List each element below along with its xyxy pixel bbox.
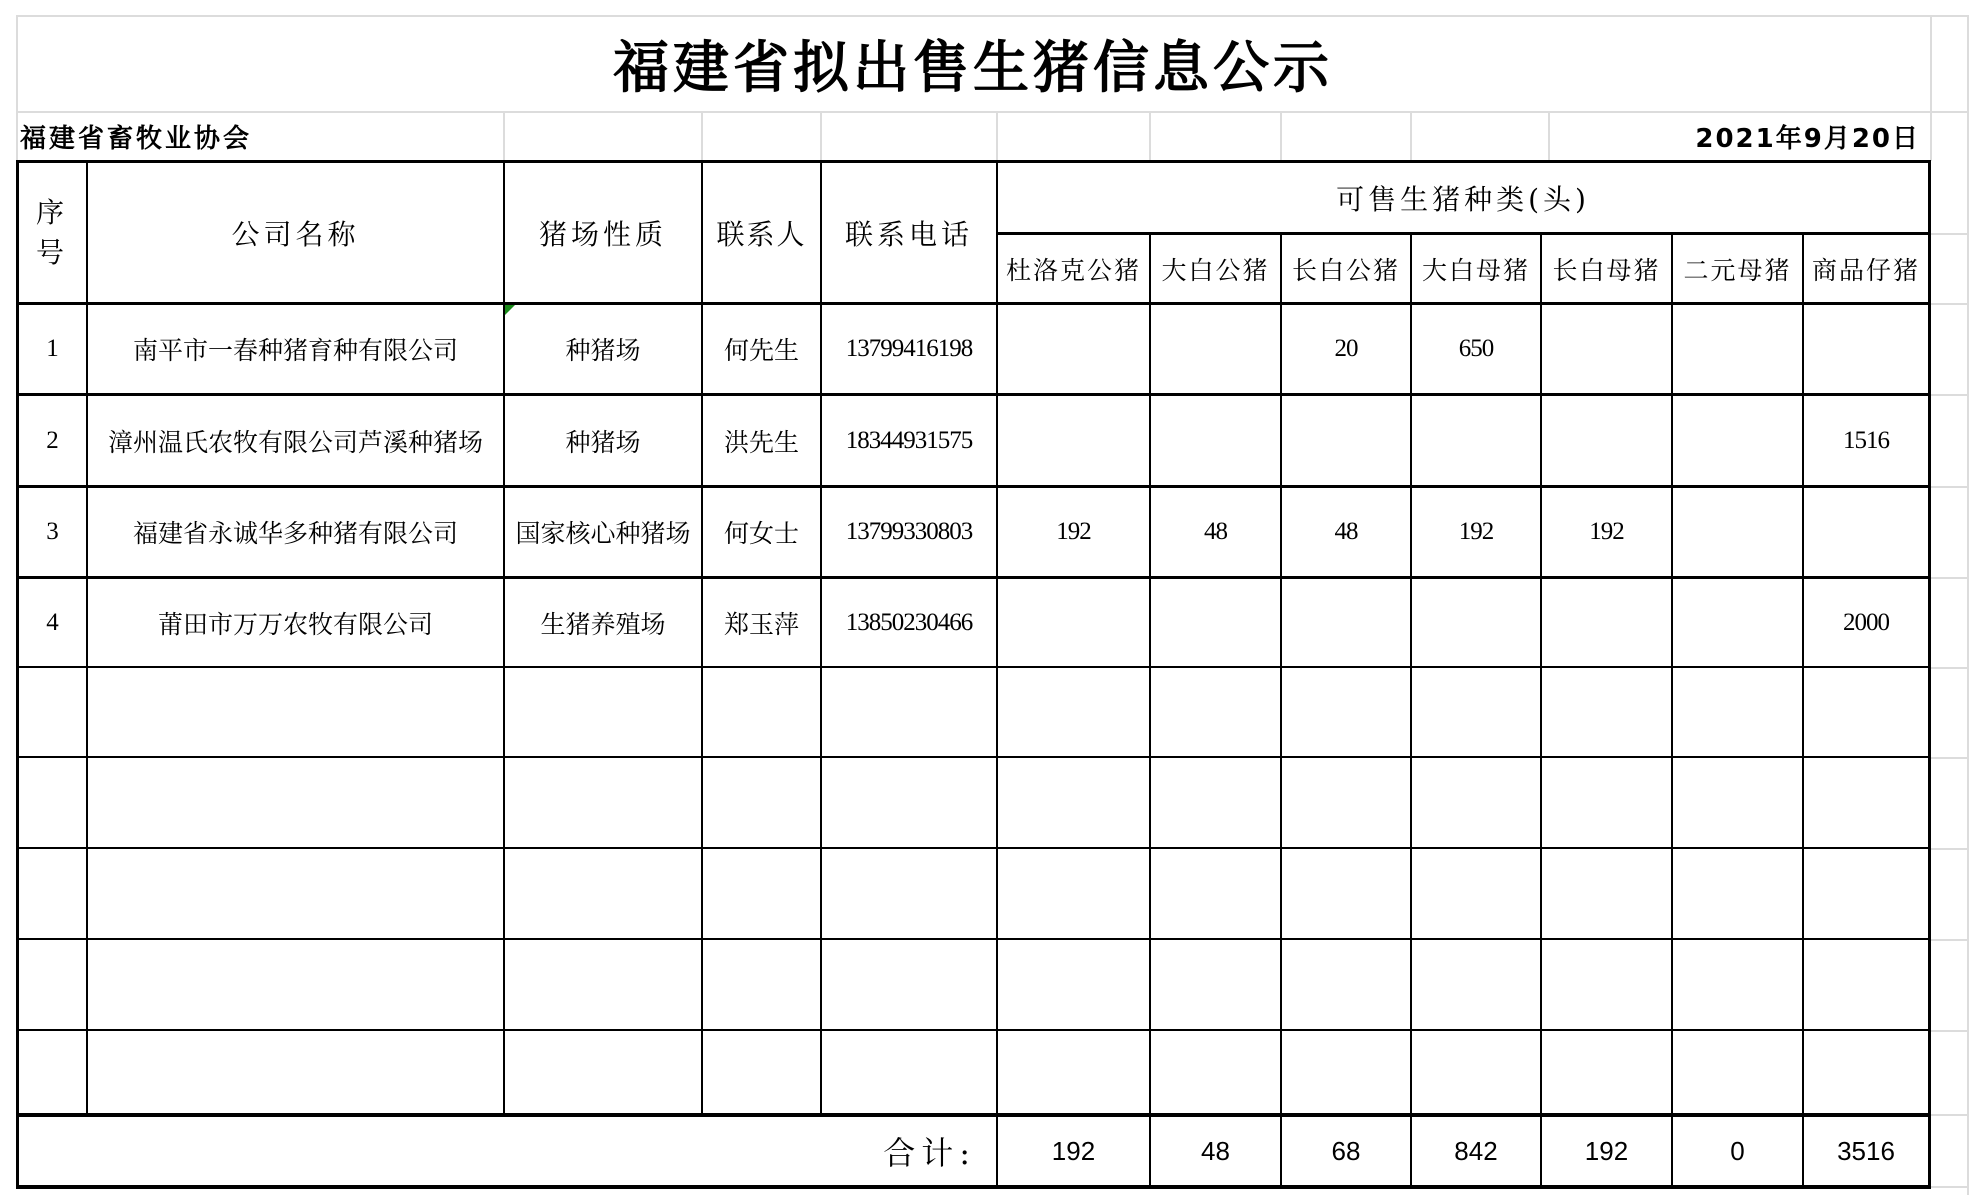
date-label: 2021年9月20日: [1695, 124, 1920, 154]
row-3-value-3[interactable]: 192: [1458, 518, 1494, 545]
total-value-4[interactable]: 192: [1584, 1135, 1629, 1166]
header-seq-label: 序号: [35, 195, 68, 269]
row-2-value-0[interactable]: [998, 396, 1149, 485]
row-1-seq[interactable]: 1: [46, 335, 58, 362]
row-3-seq[interactable]: 3: [46, 518, 58, 545]
row-3-contact[interactable]: 何女士: [723, 519, 799, 548]
table-border: [16, 756, 1931, 758]
table-border: [16, 1185, 1931, 1189]
row-3-value-1[interactable]: 48: [1204, 518, 1227, 545]
header-contact: 联系人: [716, 217, 807, 251]
row-2-phone[interactable]: 18344931575: [845, 426, 973, 454]
row-4-value-4[interactable]: [1542, 579, 1671, 666]
sheet-gridline: [503, 112, 505, 160]
organization-label: 福建省畜牧业协会: [20, 124, 253, 154]
row-1-contact[interactable]: 何先生: [723, 336, 799, 365]
header-category-commercial-piglet: 商品仔猪: [1811, 256, 1920, 285]
totals-label: 合计:: [883, 1134, 976, 1172]
sheet-gridline: [1930, 486, 1969, 488]
header-phone: 联系电话: [844, 217, 973, 251]
sheet-gridline: [1930, 757, 1969, 759]
row-2-value-5[interactable]: [1673, 396, 1802, 485]
row-2-value-6[interactable]: 1516: [1843, 426, 1889, 454]
table-border: [16, 666, 1931, 668]
row-3-value-5[interactable]: [1673, 488, 1802, 576]
row-4-value-6[interactable]: 2000: [1843, 608, 1889, 636]
header-category-large-white-sow: 大白母猪: [1421, 256, 1530, 285]
sheet-gridline: [1930, 1186, 1969, 1188]
row-4-value-1[interactable]: [1151, 579, 1280, 666]
row-2-value-2[interactable]: [1282, 396, 1410, 485]
header-seq: [18, 162, 86, 303]
sheet-gridline: [1930, 303, 1969, 305]
row-2-value-4[interactable]: [1542, 396, 1671, 485]
row-2-company[interactable]: 漳州温氏农牧有限公司芦溪种猪场: [107, 427, 483, 457]
table-border: [16, 1029, 1931, 1031]
row-4-phone[interactable]: 13850230466: [845, 608, 973, 636]
row-1-value-6[interactable]: [1804, 305, 1928, 393]
total-value-1[interactable]: 48: [1201, 1135, 1230, 1166]
row-1-value-2[interactable]: 20: [1334, 335, 1358, 362]
sheet-gridline: [1930, 233, 1969, 235]
row-1-value-1[interactable]: [1151, 305, 1280, 393]
sheet-gridline: [1930, 15, 1932, 161]
header-category-landrace-sow: 长白母猪: [1552, 256, 1661, 285]
row-4-value-3[interactable]: [1412, 579, 1540, 666]
table-border: [16, 938, 1931, 940]
header-category-landrace-boar: 长白公猪: [1291, 256, 1400, 285]
row-1-phone[interactable]: 13799416198: [845, 335, 973, 362]
header-company: 公司名称: [231, 217, 360, 251]
row-3-value-0[interactable]: 192: [1056, 518, 1091, 545]
row-2-value-3[interactable]: [1412, 396, 1540, 485]
sheet-gridline: [1930, 577, 1969, 579]
sheet-gridline: [1930, 394, 1969, 396]
row-3-phone[interactable]: 13799330803: [845, 518, 973, 545]
row-2-farm-type[interactable]: 种猪场: [565, 427, 641, 457]
sheet-gridline: [1930, 667, 1969, 669]
row-1-company[interactable]: 南平市一春种猪育种有限公司: [132, 336, 458, 365]
sheet-gridline: [1930, 939, 1969, 941]
row-2-seq[interactable]: 2: [46, 426, 58, 454]
row-4-value-2[interactable]: [1282, 579, 1410, 666]
total-value-2[interactable]: 68: [1331, 1135, 1361, 1166]
row-3-value-2[interactable]: 48: [1334, 518, 1358, 545]
row-1-value-3[interactable]: 650: [1458, 335, 1494, 362]
header-category-duroc-boar: 杜洛克公猪: [1005, 256, 1141, 285]
row-3-value-6[interactable]: [1804, 488, 1928, 576]
total-value-6[interactable]: 3516: [1837, 1135, 1895, 1166]
row-2-contact[interactable]: 洪先生: [723, 427, 799, 457]
sheet-gridline: [1930, 1114, 1969, 1116]
sheet-gridline: [820, 112, 822, 160]
table-border: [16, 847, 1931, 849]
row-1-value-4[interactable]: [1542, 305, 1671, 393]
row-4-value-0[interactable]: [998, 579, 1149, 666]
header-group: 可售生猪种类(头): [1336, 182, 1590, 216]
sheet-gridline: [1930, 848, 1969, 850]
row-3-company[interactable]: 福建省永诚华多种猪有限公司: [132, 519, 458, 548]
row-4-farm-type[interactable]: 生猪养殖场: [540, 609, 666, 639]
sheet-gridline: [1410, 112, 1412, 160]
row-2-value-1[interactable]: [1151, 396, 1280, 485]
header-farm-type: 猪场性质: [538, 217, 667, 251]
row-4-contact[interactable]: 郑玉萍: [723, 609, 799, 639]
total-value-3[interactable]: 842: [1454, 1135, 1498, 1166]
header-category-large-white-boar: 大白公猪: [1161, 256, 1270, 285]
sheet-gridline: [1149, 112, 1151, 160]
row-4-company[interactable]: 莆田市万万农牧有限公司: [157, 609, 433, 639]
table-border: [1928, 160, 1931, 1189]
page-title: 福建省拟出售生猪信息公示: [613, 36, 1333, 101]
total-value-0[interactable]: 192: [1051, 1135, 1096, 1166]
row-3-farm-type[interactable]: 国家核心种猪场: [515, 519, 691, 548]
row-1-farm-type[interactable]: 种猪场: [565, 336, 641, 365]
total-value-5[interactable]: 0: [1730, 1135, 1745, 1166]
row-4-value-5[interactable]: [1673, 579, 1802, 666]
sheet-gridline: [1930, 1030, 1969, 1032]
sheet-gridline: [1280, 112, 1282, 160]
row-1-value-0[interactable]: [998, 305, 1149, 393]
sheet-gridline: [1967, 15, 1969, 1195]
row-4-seq[interactable]: 4: [46, 608, 58, 636]
row-1-value-5[interactable]: [1673, 305, 1802, 393]
header-category-crossbred-sow: 二元母猪: [1683, 256, 1792, 285]
row-3-value-4[interactable]: 192: [1589, 518, 1624, 545]
sheet-gridline: [996, 112, 998, 160]
sheet-gridline: [701, 112, 703, 160]
